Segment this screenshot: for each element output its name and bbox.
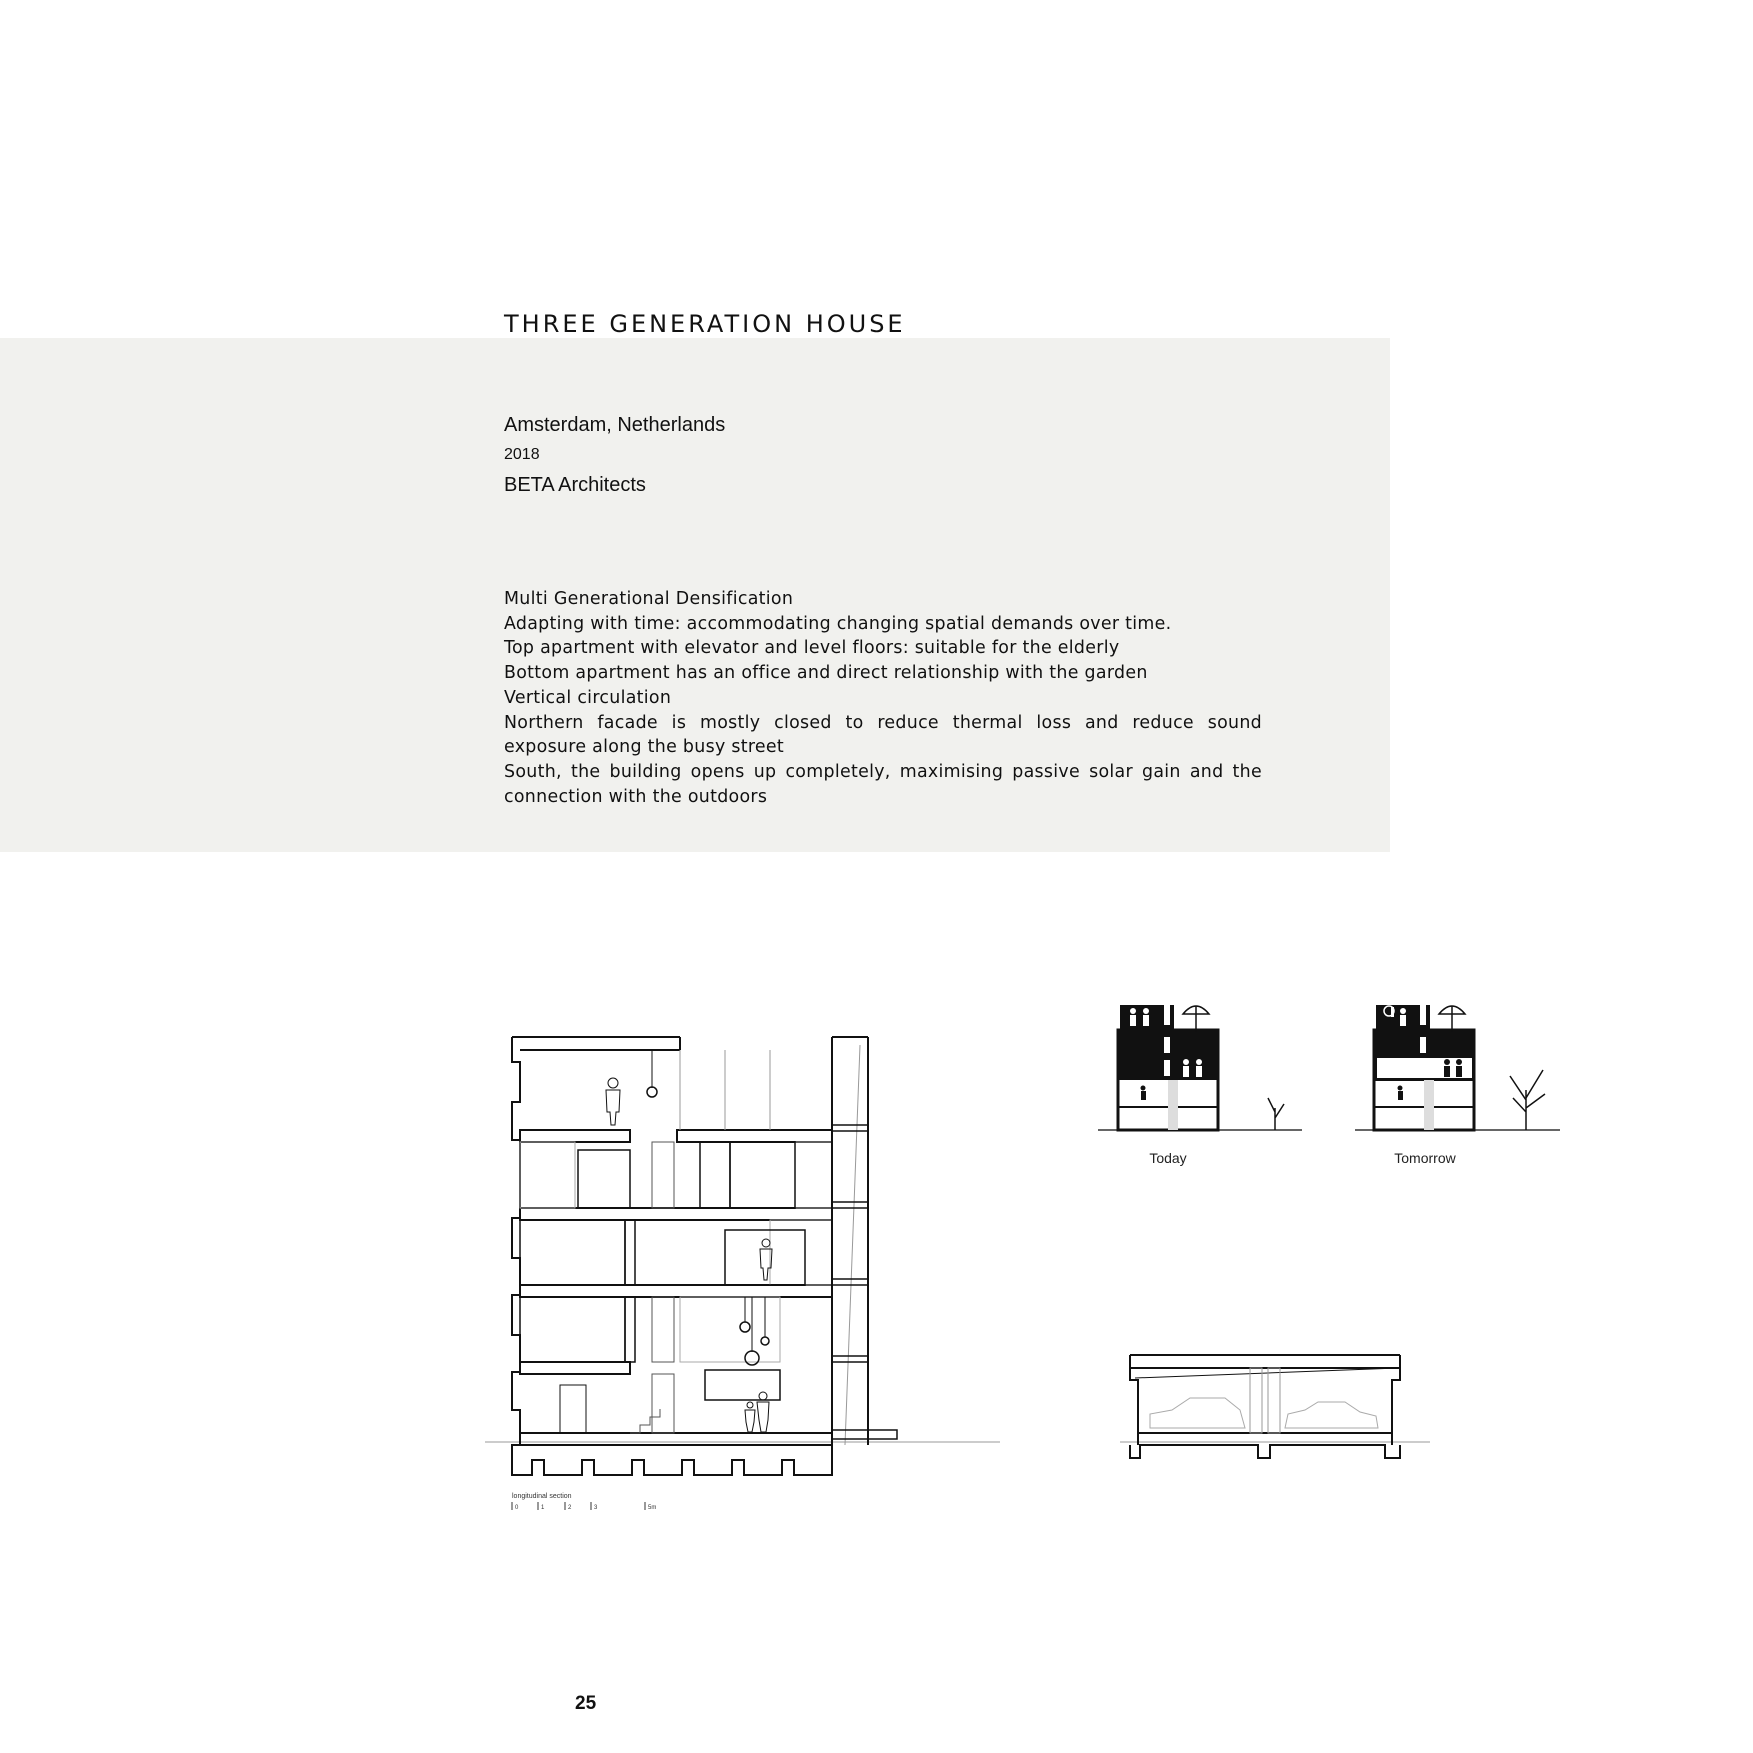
scale-tick-label: 5m (648, 1505, 657, 1511)
description-line: Vertical circulation (504, 687, 672, 708)
project-year: 2018 (504, 446, 540, 463)
description-line: Top apartment with elevator and level floors: suitable for the elderly (504, 638, 1120, 659)
garage-section-drawing (1120, 1355, 1430, 1458)
description-line: Multi Generational Densification (504, 589, 794, 609)
page-title: THREE GENERATION HOUSE (504, 310, 906, 338)
diagram-today-label: Today (1149, 1150, 1187, 1166)
scale-tick-label: 1 (541, 1505, 545, 1511)
diagram-today (1098, 1005, 1302, 1130)
description-line: South, the building opens up completely, maximising passive solar gain and the connection with the outdoors (504, 761, 1262, 807)
project-architect: BETA Architects (504, 474, 646, 496)
scale-tick-label: 0 (515, 1505, 519, 1511)
diagram-tomorrow-label: Tomorrow (1394, 1150, 1456, 1166)
scale-bar (512, 1502, 656, 1511)
page-number: 25 (575, 1693, 597, 1714)
project-location: Amsterdam, Netherlands (504, 414, 726, 436)
scale-tick-label: 3 (594, 1505, 598, 1511)
description-line: Bottom apartment has an office and direct relationship with the garden (504, 663, 1148, 684)
scale-tick-label: 2 (568, 1505, 572, 1511)
section-caption: longitudinal section (512, 1493, 572, 1500)
description-line: Northern facade is mostly closed to reduce thermal loss and reduce sound exposure along the busy street (504, 712, 1262, 758)
description-line: Adapting with time: accommodating changing spatial demands over time. (504, 613, 1172, 634)
longitudinal-section-drawing (485, 1037, 1000, 1475)
diagram-tomorrow (1355, 1005, 1560, 1130)
